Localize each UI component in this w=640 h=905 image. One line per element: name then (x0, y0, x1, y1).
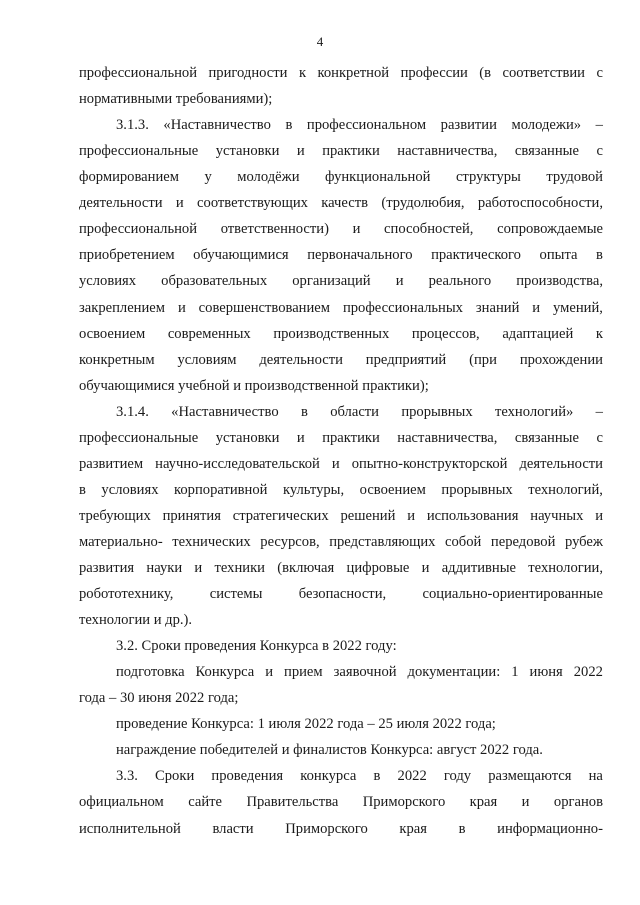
text-line: требующих принятия стратегических решений и использования научных и (79, 507, 603, 524)
text-line: закреплением и совершенствованием профессиональных знаний и умений, (79, 299, 603, 316)
text-line: проведение Конкурса: 1 июля 2022 года – 25 июля 2022 года; (116, 716, 496, 733)
text-line: условиях образовательных организаций и реального производства, (79, 273, 603, 290)
text-line: обучающимися учебной и производственной практики); (79, 377, 429, 394)
text-line: развития науки и техники (включая цифровые и аддитивные технологии, (79, 560, 603, 576)
text-line: профессиональной пригодности к конкретной профессии (в соответствии с (79, 65, 603, 81)
text-line: конкретным условиям деятельности предприятий (при прохождении (79, 351, 603, 368)
text-line: исполнительной власти Приморского края в информационно- (79, 820, 603, 837)
text-line: 3.3. Сроки проведения конкурса в 2022 году размещаются на (116, 768, 603, 785)
text-line: формированием у молодёжи функциональной структуры трудовой (79, 169, 603, 186)
text-line: 3.1.3. «Наставничество в профессиональном развитии молодежи» – (116, 117, 603, 134)
text-line: робототехнику, системы безопасности, социально-ориентированные (79, 586, 603, 602)
text-line: материально- технических ресурсов, представляющих собой передовой рубеж (79, 533, 603, 550)
text-line: профессиональные установки и практики наставничества, связанные с (79, 429, 603, 446)
text-line: награждение победителей и финалистов Конкурса: август 2022 года. (116, 742, 543, 759)
text-line: профессиональной ответственности) и способностей, сопровождаемые (79, 221, 603, 238)
page-number: 4 (316, 34, 324, 49)
text-line: 3.1.4. «Наставничество в области прорывных технологий» – (116, 403, 603, 420)
text-line: официальном сайте Правительства Приморского края и органов (79, 794, 603, 811)
text-line: 3.2. Сроки проведения Конкурса в 2022 году: (116, 638, 397, 655)
text-line: технологии и др.). (79, 612, 193, 629)
text-line: развитием научно-исследовательской и опытно-конструкторской деятельности (79, 455, 603, 472)
text-line: года – 30 июня 2022 года; (79, 690, 239, 707)
text-line: приобретением обучающимися первоначального практического опыта в (79, 247, 603, 264)
text-line: профессиональные установки и практики наставничества, связанные с (79, 143, 603, 160)
text-line: освоением современных производственных процессов, адаптацией к (79, 325, 603, 342)
text-line: в условиях корпоративной культуры, освоением прорывных технологий, (79, 481, 603, 498)
text-line: нормативными требованиями); (79, 91, 273, 107)
text-line: подготовка Конкурса и прием заявочной документации: 1 июня 2022 (116, 664, 603, 681)
text-line: деятельности и соответствующих качеств (трудолюбия, работоспособности, (79, 195, 603, 212)
